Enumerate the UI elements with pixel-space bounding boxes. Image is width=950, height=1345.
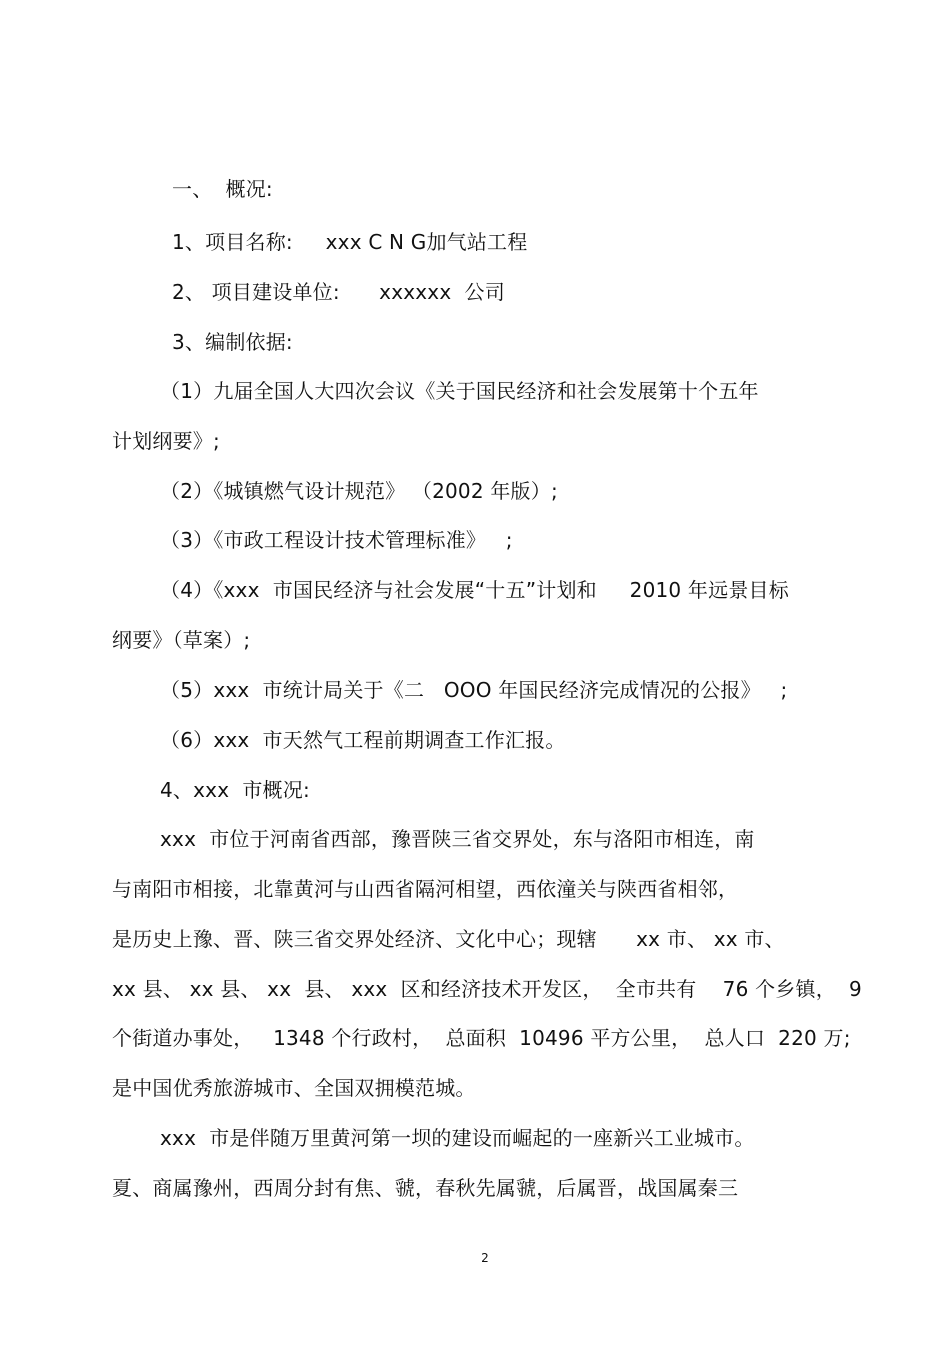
paragraph-line: 纲要》（草案）; bbox=[112, 628, 251, 652]
paragraph-line: 个街道办事处， 1348 个行政村， 总面积 10496 平方公里， 总人口 220 万; bbox=[112, 1026, 851, 1050]
paragraph-line: 是历史上豫、晋、陕三省交界处经济、文化中心；现辖 xx 市、 xx 市、 bbox=[112, 927, 785, 951]
section-heading: 一、 概况: bbox=[172, 177, 273, 201]
paragraph-line: 3、编制依据: bbox=[172, 330, 293, 354]
paragraph-line: （5）xxx 市统计局关于《二 OOO 年国民经济完成情况的公报》 ; bbox=[160, 678, 788, 702]
paragraph-line: （4）《xxx 市国民经济与社会发展“十五”计划和 2010 年远景目标 bbox=[160, 578, 789, 602]
paragraph-line: 与南阳市相接，北靠黄河与山西省隔河相望，西依潼关与陕西省相邻， bbox=[112, 877, 739, 901]
paragraph-line: 夏、商属豫州，西周分封有焦、虢，春秋先属虢，后属晋，战国属秦三 bbox=[112, 1176, 739, 1200]
paragraph-line: （3）《市政工程设计技术管理标准》 ; bbox=[160, 528, 513, 552]
paragraph-line: xxx 市是伴随万里黄河第一坝的建设而崛起的一座新兴工业城市。 bbox=[160, 1126, 755, 1150]
paragraph-line: 2、 项目建设单位: xxxxxx 公司 bbox=[172, 280, 505, 304]
paragraph-line: 计划纲要》; bbox=[112, 429, 220, 453]
paragraph-line: （1）九届全国人大四次会议《关于国民经济和社会发展第十个五年 bbox=[160, 379, 759, 403]
paragraph-line: （6）xxx 市天然气工程前期调查工作汇报。 bbox=[160, 728, 566, 752]
paragraph-line: xxx 市位于河南省西部，豫晋陕三省交界处，东与洛阳市相连，南 bbox=[160, 827, 755, 851]
paragraph-line: 1、项目名称: xxx C N G加气站工程 bbox=[172, 230, 528, 254]
paragraph-line: 4、xxx 市概况: bbox=[160, 778, 310, 802]
paragraph-line: 是中国优秀旅游城市、全国双拥模范城。 bbox=[112, 1076, 476, 1100]
paragraph-line: （2）《城镇燃气设计规范》 （2002 年版）; bbox=[160, 479, 558, 503]
paragraph-line: xx 县、 xx 县、 xx 县、 xxx 区和经济技术开发区， 全市共有 76 个乡镇， 9 bbox=[112, 977, 862, 1001]
page-number: 2 bbox=[481, 1251, 489, 1265]
